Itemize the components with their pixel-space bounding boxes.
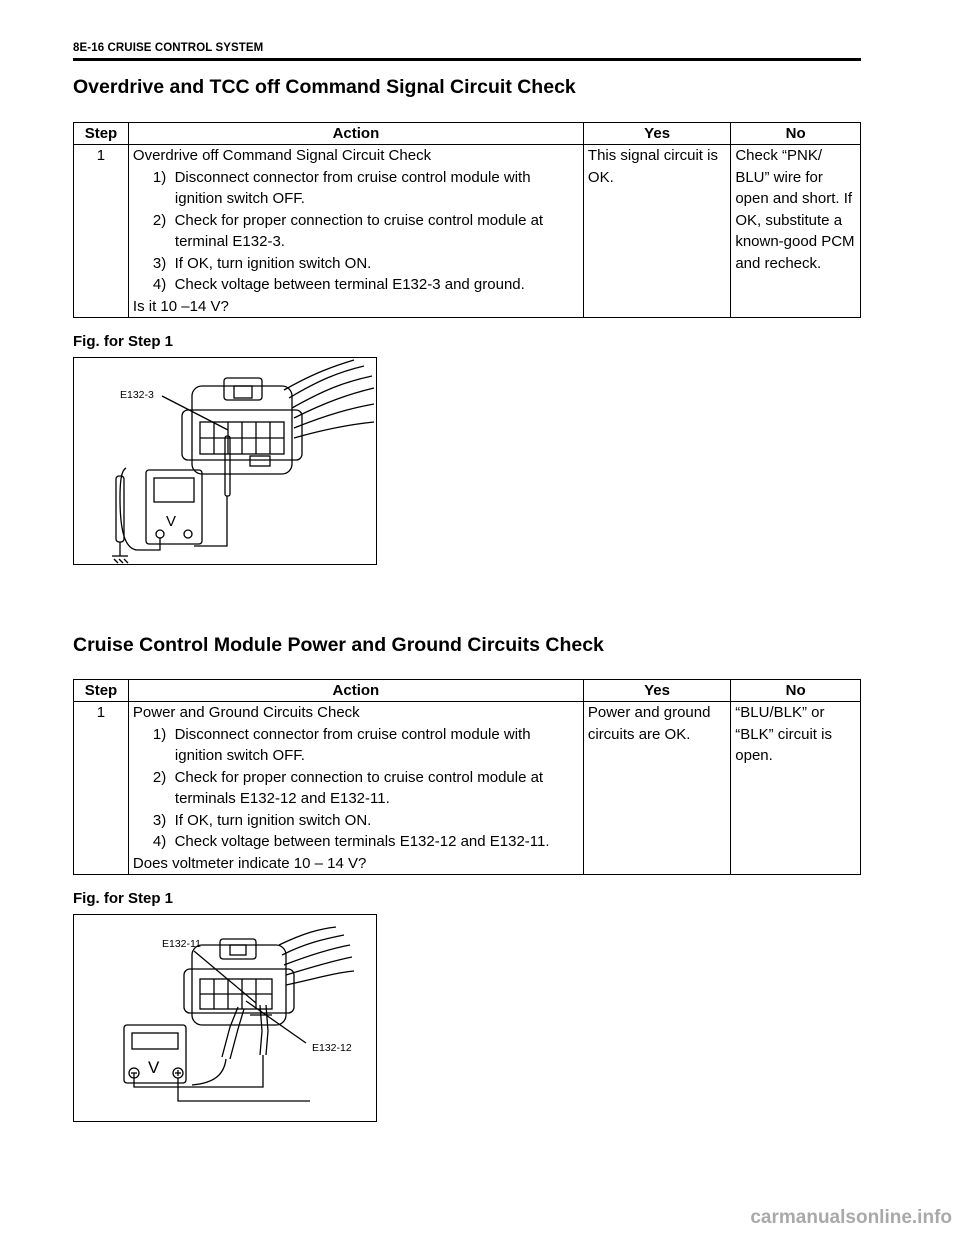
column-header-yes: Yes <box>583 123 730 145</box>
yes-cell: This signal circuit is OK. <box>583 145 730 318</box>
column-header-no: No <box>731 680 861 702</box>
action-question: Is it 10 –14 V? <box>132 297 229 315</box>
terminal-label-e132-11: E132-11 <box>162 938 201 950</box>
terminal-label-e132-3: E132-3 <box>120 389 154 401</box>
section-title-overdrive: Overdrive and TCC off Command Signal Circuit Check <box>73 76 576 98</box>
column-header-no: No <box>731 123 861 145</box>
table-row <box>74 145 861 318</box>
connector-diagram <box>74 915 376 1121</box>
column-header-yes: Yes <box>583 680 730 702</box>
action-title: Overdrive off Command Signal Circuit Check <box>132 147 432 164</box>
substep: 3) If OK, turn ignition switch ON. <box>152 811 372 829</box>
substep: 3) If OK, turn ignition switch ON. <box>152 254 372 272</box>
column-header-action: Action <box>128 123 583 145</box>
substep: 1) Disconnect connector from cruise control module with ignition switch OFF. <box>152 725 531 764</box>
figure-caption: Fig. for Step 1 <box>73 890 174 907</box>
action-question: Does voltmeter indicate 10 – 14 V? <box>132 854 367 872</box>
substep: 4) Check voltage between terminals E132-12 and E132-11. <box>152 833 550 850</box>
yes-cell: Power and ground circuits are OK. <box>583 702 730 875</box>
step-number: 1 <box>74 702 129 875</box>
action-cell <box>128 145 583 318</box>
column-header-step: Step <box>74 123 129 145</box>
figure-e132-3-ground <box>73 357 377 565</box>
header-rule <box>73 58 861 61</box>
substep: 2) Check for proper connection to cruise control module at terminals E132-12 and E132-11. <box>152 768 544 807</box>
table-header-row <box>74 680 861 702</box>
connector-diagram <box>74 358 376 564</box>
action-title: Power and Ground Circuits Check <box>132 704 360 721</box>
column-header-action: Action <box>128 680 583 702</box>
figure-caption: Fig. for Step 1 <box>73 333 174 350</box>
terminal-label-e132-12: E132-12 <box>312 1042 352 1054</box>
step-number: 1 <box>74 145 129 318</box>
substep: 1) Disconnect connector from cruise control module with ignition switch OFF. <box>152 168 531 207</box>
section-title-power-ground: Cruise Control Module Power and Ground Circuits Check <box>73 634 604 656</box>
column-header-step: Step <box>74 680 129 702</box>
no-cell: “BLU/BLK” or “BLK” circuit is open. <box>731 702 861 875</box>
power-ground-check-table <box>73 679 861 875</box>
overdrive-check-table <box>73 122 861 318</box>
watermark: carmanualsonline.info <box>750 1207 952 1228</box>
substep: 2) Check for proper connection to cruise control module at terminal E132-3. <box>152 211 544 250</box>
figure-e132-11-e132-12 <box>73 914 377 1122</box>
table-header-row <box>74 123 861 145</box>
action-cell <box>128 702 583 875</box>
table-row <box>74 702 861 875</box>
voltmeter-v-symbol: V <box>148 1058 160 1077</box>
no-cell: Check “PNK/ BLU” wire for open and short. If OK, substitute a known-good PCM and recheck. <box>731 145 861 318</box>
substep: 4) Check voltage between terminal E132-3 and ground. <box>152 276 525 293</box>
voltmeter-v-symbol: V <box>166 513 177 530</box>
page-header: 8E-16 CRUISE CONTROL SYSTEM <box>73 42 264 54</box>
